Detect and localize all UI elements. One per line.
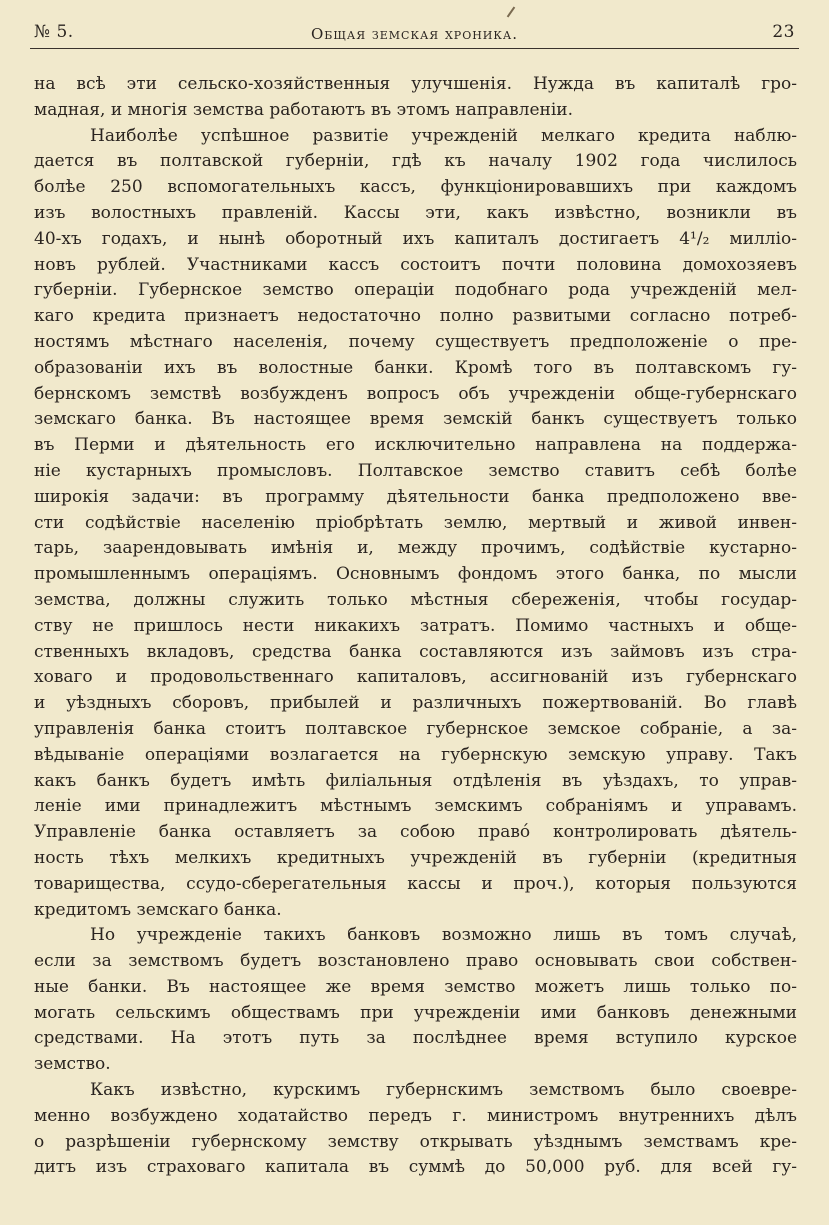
text-line: если за земствомъ будетъ возстановлено право основывать свои собствен- [34, 951, 797, 972]
text-line: ніе кустарныхъ промысловъ. Полтавское земство ставитъ себѣ болѣе [34, 460, 797, 481]
running-header [34, 22, 795, 48]
text-line: новъ рублей. Участниками кассъ состоитъ почти половина домохозяевъ [34, 254, 797, 275]
text-line: дается въ полтавской губерніи, гдѣ къ началу 1902 года числилось [34, 151, 797, 172]
text-line: леніе ими принадлежитъ мѣстнымъ земскимъ собраніямъ и управамъ. [34, 796, 797, 817]
text-line: каго кредита признаетъ недостаточно полно развитыми согласно потреб- [34, 306, 797, 327]
text-line: ству не пришлось нести никакихъ затратъ. Помимо частныхъ и обще- [34, 615, 797, 636]
ink-mark [507, 7, 516, 18]
text-line: вѣдываніе операціями возлагается на губернскую земскую управу. Такъ [34, 744, 797, 765]
text-line: кредитомъ земскаго банка. [34, 899, 282, 920]
text-line: средствами. На этотъ путь за послѣднее время вступило курское [34, 1028, 797, 1049]
text-line: болѣе 250 вспомогательныхъ кассъ, функціонировавшихъ при каждомъ [34, 177, 797, 198]
text-line: земскаго банка. Въ настоящее время земскій банкъ существуетъ только [34, 409, 797, 430]
text-line: губерніи. Губернское земство операціи подобнаго рода учрежденій мел- [34, 280, 797, 301]
text-line: на всѣ эти сельско-хозяйственныя улучшенія. Нужда въ капиталѣ гро- [34, 74, 797, 94]
text-line: промышленнымъ операціямъ. Основнымъ фондомъ этого банка, по мысли [34, 564, 797, 585]
text-line: управленія банка стоитъ полтавское губернское земское собраніе, а за- [34, 718, 797, 739]
body-text [34, 72, 797, 1181]
text-line: земства, должны служить только мѣстныя сбереженія, чтобы государ- [34, 589, 797, 610]
text-line: образованіи ихъ въ волостные банки. Кромѣ того въ полтавскомъ гу- [34, 357, 797, 378]
text-line: земство. [34, 1054, 111, 1075]
text-line: какъ банкъ будетъ имѣть филіальныя отдѣленія въ уѣздахъ, то управ- [34, 770, 797, 791]
text-line: могать сельскимъ обществамъ при учрежденіи ими банковъ денежными [34, 1002, 797, 1023]
text-line: мадная, и многія земства работаютъ въ этомъ направленіи. [34, 99, 574, 120]
text-line: и уѣздныхъ сборовъ, прибылей и различныхъ пожертвованій. Во главѣ [34, 693, 797, 714]
text-line: дитъ изъ страховаго капитала въ суммѣ до 50,000 руб. для всей гу- [34, 1157, 797, 1178]
text-line: ные банки. Въ настоящее же время земство можетъ лишь только по- [34, 976, 797, 997]
text-line: ность тѣхъ мелкихъ кредитныхъ учрежденій въ губерніи (кредитныя [34, 847, 797, 868]
running-title: Общая земская хроника. [310, 25, 519, 43]
text-line: изъ волостныхъ правленій. Кассы эти, какъ извѣстно, возникли въ [34, 202, 797, 223]
issue-number: № 5. [34, 22, 74, 42]
text-line: о разрѣшеніи губернскому земству открывать уѣзднымъ земствамъ кре- [34, 1131, 797, 1152]
text-line: ховаго и продовольственнаго капиталовъ, ассигнованій изъ губернскаго [34, 667, 797, 688]
text-line: бернскомъ земствѣ возбужденъ вопросъ объ учрежденіи обще-губернскаго [34, 383, 797, 404]
text-line: Наиболѣе успѣшное развитіе учрежденій мелкаго кредита наблю- [90, 125, 797, 146]
text-line: ностямъ мѣстнаго населенія, почему существуетъ предположеніе о пре- [34, 331, 797, 352]
text-line: Какъ извѣстно, курскимъ губернскимъ земствомъ было своевре- [90, 1080, 797, 1101]
text-line: тарь, заарендовывать имѣнія и, между прочимъ, содѣйствіе кустарно- [34, 538, 797, 559]
text-line: товарищества, ссудо-сберегательныя кассы и проч.), которыя пользуются [34, 873, 797, 894]
text-line: широкія задачи: въ программу дѣятельности банка предположено вве- [34, 486, 797, 507]
text-line: Управленіе банка оставляетъ за собою правó контролировать дѣятель- [34, 822, 797, 843]
text-line: въ Перми и дѣятельность его исключительно направлена на поддержа- [34, 435, 797, 456]
text-line: менно возбуждено ходатайство передъ г. министромъ внутреннихъ дѣлъ [34, 1105, 797, 1126]
header-rule [30, 48, 799, 49]
text-line: сти содѣйствіе населенію пріобрѣтать землю, мертвый и живой инвен- [34, 512, 797, 533]
text-line: 40-хъ годахъ, и нынѣ оборотный ихъ капиталъ достигаетъ 4¹/₂ милліо- [34, 228, 797, 249]
text-line: ственныхъ вкладовъ, средства банка составляются изъ займовъ изъ стра- [34, 641, 797, 662]
page-number: 23 [772, 22, 795, 42]
text-line: Но учрежденіе такихъ банковъ возможно лишь въ томъ случаѣ, [90, 925, 797, 946]
